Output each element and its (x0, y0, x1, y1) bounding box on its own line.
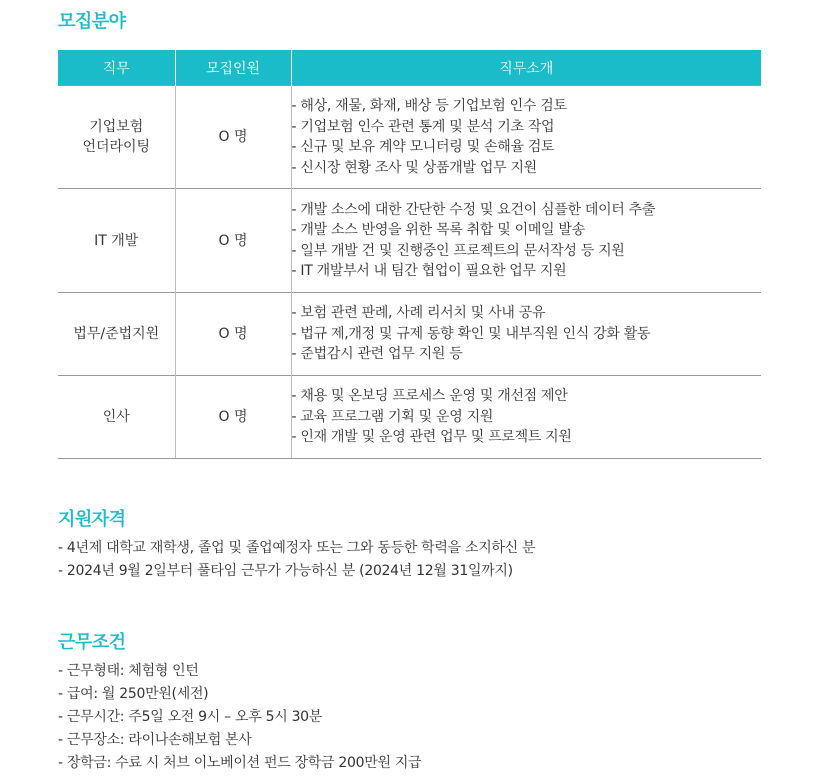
job-name-cell (58, 376, 175, 459)
duty-item: - 채용 및 온보딩 프로세스 운영 및 개선점 제안 (291, 388, 568, 405)
duty-item: - IT 개발부서 내 팀간 협업이 필요한 업무 지원 (291, 263, 567, 279)
table-row (58, 189, 761, 293)
job-name: 법무/준법지원 (73, 326, 160, 342)
condition-item: - 근무장소: 라이나손해보험 본사 (58, 732, 252, 748)
job-name: IT 개발 (94, 232, 139, 249)
duty-item: - 법규 제,개정 및 규제 동향 확인 및 내부직원 인식 강화 활동 (291, 325, 651, 342)
conditions-list (58, 660, 421, 775)
conditions-section-title: 근무조건 (58, 632, 126, 653)
table-row (58, 293, 761, 376)
qualifications-section-title: 지원자격 (58, 509, 126, 530)
headcount: O 명 (175, 376, 291, 459)
job-description-cell (291, 376, 761, 459)
header-intro: 직무소개 (291, 50, 761, 86)
qualification-item: - 4년제 대학교 재학생, 졸업 및 졸업예정자 또는 그와 동등한 학력을 소지하신 분 (58, 540, 536, 556)
header-count: 모집인원 (175, 50, 291, 86)
table-row (58, 86, 761, 189)
duty-list (292, 303, 762, 365)
qualification-item: - 2024년 9월 2일부터 풀타임 근무가 가능하신 분 (2024년 12월 31일까지) (58, 563, 513, 579)
condition-item: - 장학금: 수료 시 처브 이노베이션 펀드 장학금 200만원 지급 (58, 755, 422, 771)
job-name-cell (58, 86, 175, 189)
job-description-cell (291, 86, 761, 189)
job-name: 인사 (102, 409, 130, 425)
job-name: 언더라이팅 (82, 139, 151, 155)
qualifications-list (58, 537, 535, 583)
recruitment-table (58, 50, 761, 459)
duty-list (292, 200, 762, 282)
job-description-cell (291, 293, 761, 376)
job-name: 기업보험 (89, 119, 144, 135)
duty-item: - 개발 소스 반영을 위한 목록 취합 및 이메일 발송 (291, 222, 585, 238)
duty-item: - 기업보험 인수 관련 통계 및 분석 기초 작업 (291, 118, 555, 135)
headcount: O 명 (175, 293, 291, 376)
headcount: O 명 (175, 189, 291, 293)
duty-item: - 신규 및 보유 계약 모니터링 및 손해율 검토 (291, 139, 555, 155)
duty-item: - 준법감시 관련 업무 지원 등 (291, 346, 463, 363)
job-name-cell (58, 293, 175, 376)
duty-list (292, 96, 762, 178)
condition-item: - 근무형태: 체험형 인턴 (58, 663, 199, 679)
duty-item: - 교육 프로그램 기획 및 운영 지원 (291, 408, 494, 425)
table-row (58, 376, 761, 459)
duty-item: - 보험 관련 판례, 사례 리서치 및 사내 공유 (291, 305, 546, 322)
duty-item: - 개발 소스에 대한 간단한 수정 및 요건이 심플한 데이터 추출 (291, 201, 656, 218)
headcount: O 명 (175, 86, 291, 189)
job-name-cell (58, 189, 175, 293)
duty-item: - 신시장 현황 조사 및 상품개발 업무 지원 (291, 159, 537, 176)
table-header-row (58, 50, 761, 86)
duty-item: - 해상, 재물, 화재, 배상 등 기업보험 인수 검토 (291, 98, 567, 114)
job-description-cell (291, 189, 761, 293)
duty-item: - 인재 개발 및 운영 관련 업무 및 프로젝트 지원 (291, 429, 572, 446)
condition-item: - 급여: 월 250만원(세전) (58, 686, 209, 702)
duty-item: - 일부 개발 건 및 진행중인 프로젝트의 문서작성 등 지원 (291, 242, 625, 259)
recruitment-section-title: 모집분야 (58, 11, 126, 32)
condition-item: - 근무시간: 주5일 오전 9시 – 오후 5시 30분 (58, 709, 323, 725)
header-job: 직무 (58, 50, 175, 86)
duty-list (292, 386, 762, 448)
